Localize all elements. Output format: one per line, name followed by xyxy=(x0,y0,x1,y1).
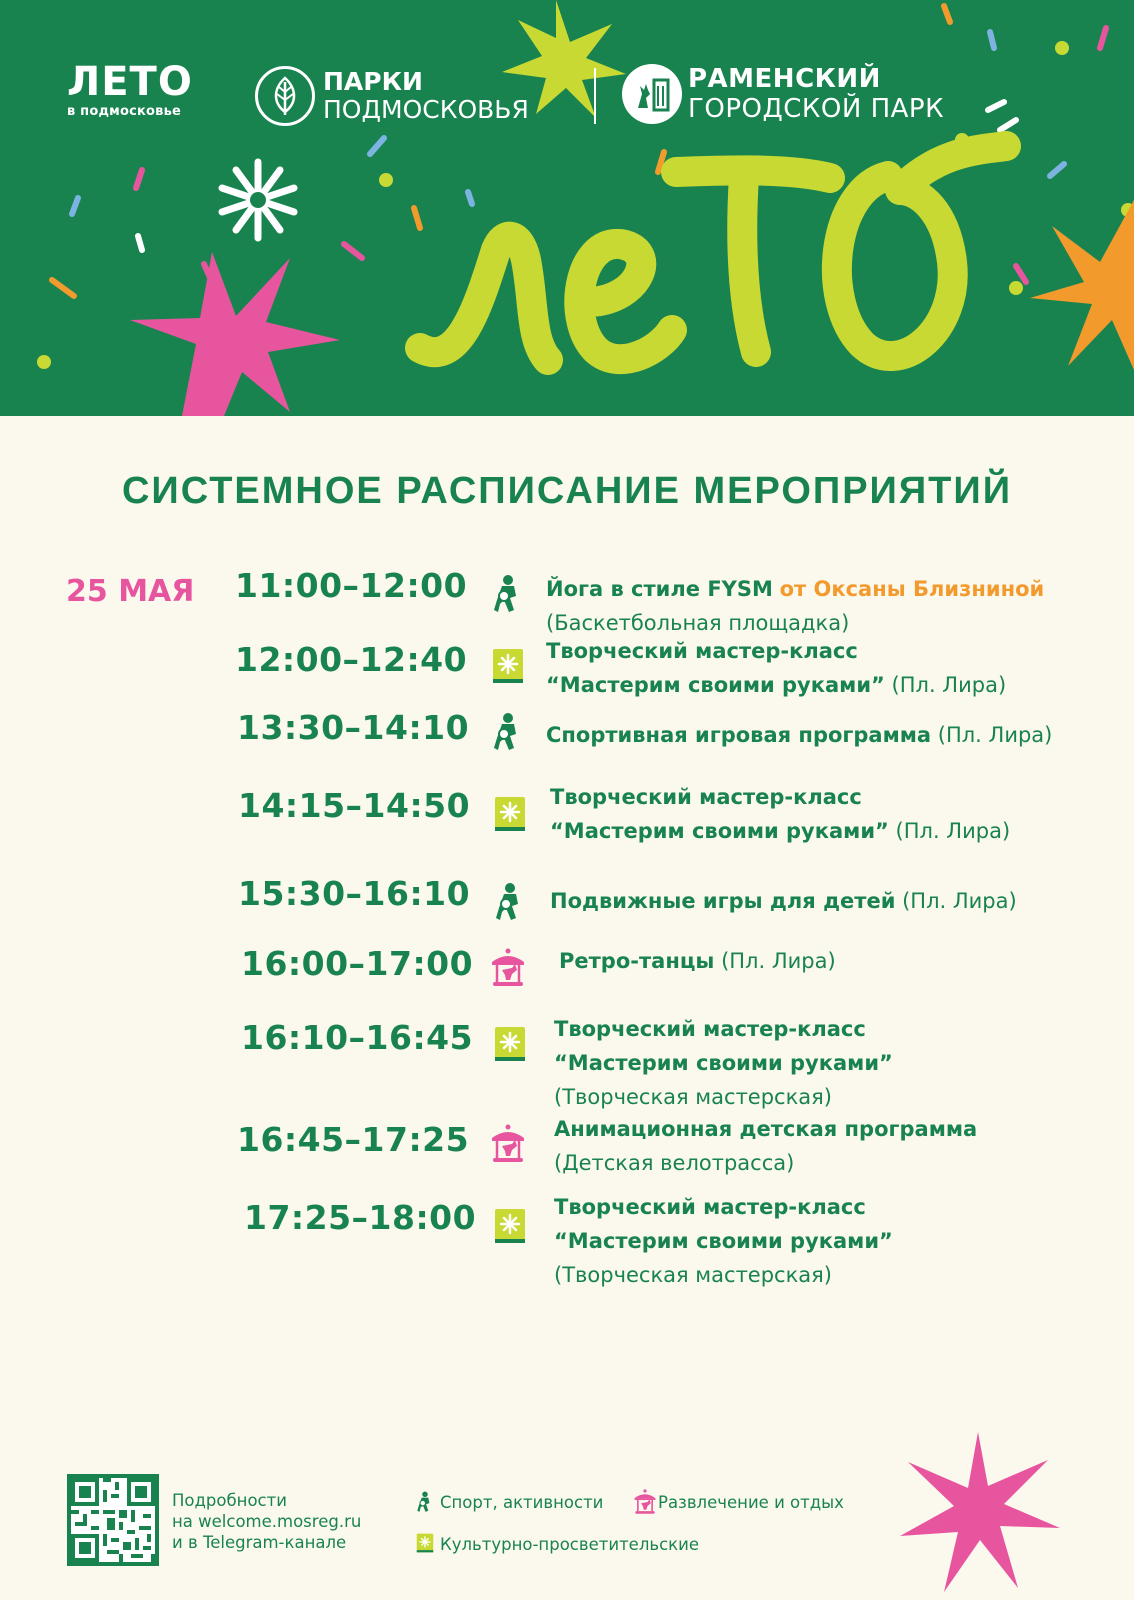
sport-icon xyxy=(488,712,528,752)
event-line xyxy=(546,718,1052,752)
sport-icon xyxy=(414,1488,436,1516)
event-place: (Пл. Лира) xyxy=(902,889,1017,913)
legend-culture-label: Культурно-просветительские xyxy=(440,1534,700,1554)
event-place: (Творческая мастерская) xyxy=(554,1085,832,1109)
event-line xyxy=(550,884,1017,918)
leaf-icon xyxy=(255,66,315,126)
event-title: Анимационная детская программа xyxy=(554,1117,978,1141)
sport-icon xyxy=(488,574,528,614)
sport-icon xyxy=(490,882,530,922)
event-line xyxy=(546,572,1044,606)
event-description xyxy=(546,572,1044,640)
culture-icon xyxy=(490,1206,530,1246)
parks-logo-line2: ПОДМОСКОВЬЯ xyxy=(323,95,529,124)
event-title: Творческий мастер-класс xyxy=(554,1195,866,1219)
legend-sport-label: Спорт, активности xyxy=(440,1492,604,1512)
leto-logo-subtitle: в подмосковье xyxy=(67,104,182,119)
leto-logo[interactable] xyxy=(67,59,193,119)
culture-icon xyxy=(414,1530,436,1558)
event-subtitle: “Мастерим своими руками” xyxy=(550,819,889,843)
carousel-icon xyxy=(488,948,528,988)
legend-culture xyxy=(414,1530,699,1558)
event-line xyxy=(554,1012,893,1046)
carousel-icon xyxy=(488,1124,528,1164)
details-line1: Подробности xyxy=(172,1491,287,1510)
footer xyxy=(0,1440,1134,1600)
event-subtitle: “Мастерим своими руками” xyxy=(546,673,885,697)
event-place: (Творческая мастерская) xyxy=(554,1263,832,1287)
event-title: Подвижные игры для детей xyxy=(550,889,896,913)
event-time: 11:00–12:00 xyxy=(235,566,468,605)
event-time: 13:30–14:10 xyxy=(237,708,470,747)
event-description xyxy=(554,1112,977,1180)
event-subtitle: “Мастерим своими руками” xyxy=(554,1229,893,1253)
event-time: 12:00–12:40 xyxy=(235,640,468,679)
event-time: 16:00–17:00 xyxy=(241,944,474,983)
schedule-title: СИСТЕМНОЕ РАСПИСАНИЕ МЕРОПРИЯТИЙ xyxy=(121,470,1013,512)
event-host: от Оксаны Близниной xyxy=(779,577,1045,601)
qr-code[interactable] xyxy=(67,1474,159,1566)
details-text xyxy=(172,1490,361,1553)
event-time: 16:45–17:25 xyxy=(237,1120,470,1159)
event-line xyxy=(559,944,836,978)
parks-logo-line1: ПАРКИ xyxy=(323,67,423,96)
event-title: Творческий мастер-класс xyxy=(554,1017,866,1041)
event-line xyxy=(554,1112,977,1146)
event-place: (Баскетбольная площадка) xyxy=(546,611,850,635)
ramensky-park-logo[interactable] xyxy=(622,64,944,124)
event-description xyxy=(550,780,1010,848)
event-title: Спортивная игровая программа xyxy=(546,723,932,747)
details-line2[interactable]: на welcome.mosreg.ru xyxy=(172,1512,362,1531)
event-description xyxy=(554,1190,893,1292)
event-date: 25 МАЯ xyxy=(66,574,195,609)
legend-entertainment-label: Развлечение и отдых xyxy=(658,1492,844,1512)
event-time: 16:10–16:45 xyxy=(241,1018,474,1057)
parks-logo[interactable] xyxy=(255,66,529,126)
event-place: (Пл. Лира) xyxy=(721,949,836,973)
event-time: 14:15–14:50 xyxy=(238,786,471,825)
event-line xyxy=(546,634,1006,668)
event-description xyxy=(550,884,1017,918)
culture-icon xyxy=(490,1024,530,1064)
event-line xyxy=(554,1190,893,1224)
event-place: (Пл. Лира) xyxy=(895,819,1011,843)
carousel-icon xyxy=(632,1488,654,1516)
event-place: (Пл. Лира) xyxy=(937,723,1053,747)
legend-entertainment xyxy=(632,1488,844,1516)
event-time: 15:30–16:10 xyxy=(238,874,471,913)
culture-icon xyxy=(490,794,530,834)
ramensky-logo-line1: РАМЕНСКИЙ xyxy=(688,64,881,94)
event-time: 17:25–18:00 xyxy=(244,1198,477,1237)
event-subtitle: “Мастерим своими руками” xyxy=(554,1051,893,1075)
leto-logo-title: ЛЕТО xyxy=(67,59,193,105)
event-line xyxy=(550,780,1010,814)
event-description xyxy=(559,944,836,978)
event-description xyxy=(546,634,1006,702)
event-title: Творческий мастер-класс xyxy=(550,785,862,809)
pink-burst-decoration xyxy=(900,1432,1060,1592)
details-line3[interactable]: и в Telegram-канале xyxy=(172,1533,347,1552)
header-banner xyxy=(0,0,1134,416)
event-title: Творческий мастер-класс xyxy=(546,639,858,663)
logo-divider xyxy=(594,68,596,124)
event-title: Ретро-танцы xyxy=(559,949,715,973)
event-description xyxy=(554,1012,893,1114)
deer-building-icon xyxy=(622,64,682,124)
event-title: Йога в стиле FYSM xyxy=(546,577,773,601)
culture-icon xyxy=(488,646,528,686)
legend-sport xyxy=(414,1488,603,1516)
event-place: (Детская велотрасса) xyxy=(554,1151,795,1175)
event-description xyxy=(546,718,1052,752)
event-place: (Пл. Лира) xyxy=(891,673,1007,697)
ramensky-logo-line2: ГОРОДСКОЙ ПАРК xyxy=(688,94,945,124)
